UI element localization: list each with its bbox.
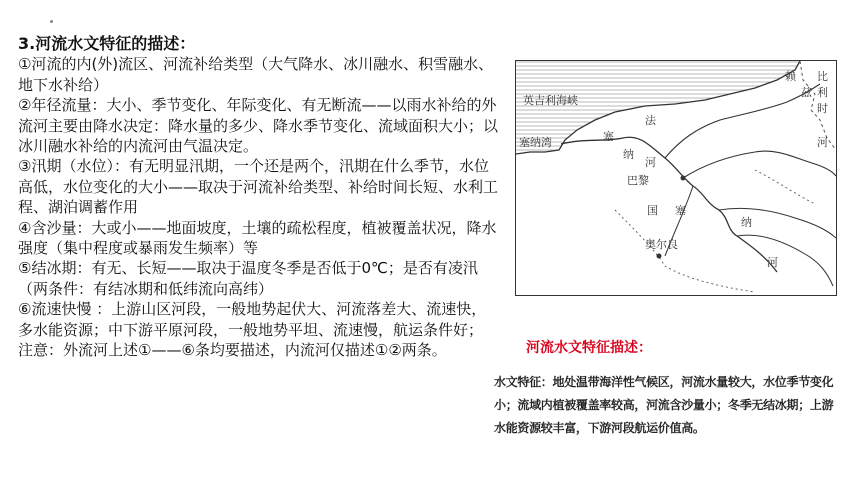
map-label-shi: 时 bbox=[817, 102, 828, 115]
map-label-bay: 塞纳湾 bbox=[519, 136, 552, 149]
item-annual-runoff: ②年径流量：大小、季节变化、年际变化、有无断流——以雨水补给的外流河主要由降水决定：降水量的多少、降水季节变化、流域面积大小；以冰川融水补给的内流河由气温决定。 bbox=[18, 96, 499, 156]
item-ice-period: ⑤结冰期：有无、长短——取决于温度冬季是否低于0℃；是否有凌汛（两条件：有结冰期和低纬流向高纬） bbox=[18, 259, 478, 298]
map-caption: 河流水文特征描述： bbox=[526, 340, 652, 356]
map-label-he: 河 bbox=[645, 156, 656, 169]
map-label-guo: 国 bbox=[647, 204, 658, 217]
map-label-paris: 巴黎 bbox=[627, 174, 649, 187]
map-label-fa: 法 bbox=[645, 114, 656, 127]
map-label-strait: 英吉利海峡 bbox=[523, 94, 578, 107]
map-label-he-3: 河 bbox=[817, 136, 828, 149]
item-sediment: ④含沙量：大或小——地面坡度，土壤的疏松程度，植被覆盖状况，降水强度（集中程度或暴雨发生频率）等 bbox=[18, 218, 497, 258]
item-flood-season: ③汛期（水位）：有无明显汛期，一个还是两个，汛期在什么季节，水位高低，水位变化的大小——取决于河流补给类型、补给时间长短、水利工程、湖泊调蓄作用 bbox=[18, 157, 499, 217]
section-heading: 3.河流水文特征的描述： bbox=[18, 34, 196, 53]
main-text bbox=[18, 34, 498, 361]
item-runoff-type: ①河流的内(外)流区、河流补给类型（大气降水、冰川融水、积雪融水、地下水补给） bbox=[18, 55, 494, 94]
map-label-na: 纳 bbox=[623, 148, 634, 161]
hydrology-snippet: 水文特征：地处温带海洋性气候区，河流水量较大，水位季节变化小；流域内植被覆盖率较高，河流含沙量小；冬季无结冰期；上游水能资源较丰富，下游河段航运价值高。 bbox=[494, 375, 834, 435]
item-note: 注意：外流河上述①——⑥条均要描述，内流河仅描述①②两条。 bbox=[18, 341, 447, 360]
map-label-he-2: 河 bbox=[767, 256, 778, 269]
map-label-na-2: 纳 bbox=[741, 216, 752, 229]
map-label-li: 利 bbox=[817, 86, 828, 99]
decorative-dot bbox=[50, 20, 53, 23]
map-label-ci: 兹 bbox=[801, 86, 812, 99]
map-label-sai-2: 塞 bbox=[675, 204, 686, 217]
map-label-lai: 赖 bbox=[785, 70, 796, 83]
map-label-bi: 比 bbox=[817, 70, 828, 83]
seine-river-map bbox=[515, 60, 837, 296]
map-label-sai: 塞 bbox=[603, 130, 614, 143]
item-flow-speed: ⑥流速快慢 ：上游山区河段，一般地势起伏大、河流落差大、流速快，多水能资源；中下游平原河段，一般地势平坦、流速慢，航运条件好； bbox=[18, 300, 487, 339]
map-label-orleans: 奥尔良 bbox=[645, 238, 678, 251]
